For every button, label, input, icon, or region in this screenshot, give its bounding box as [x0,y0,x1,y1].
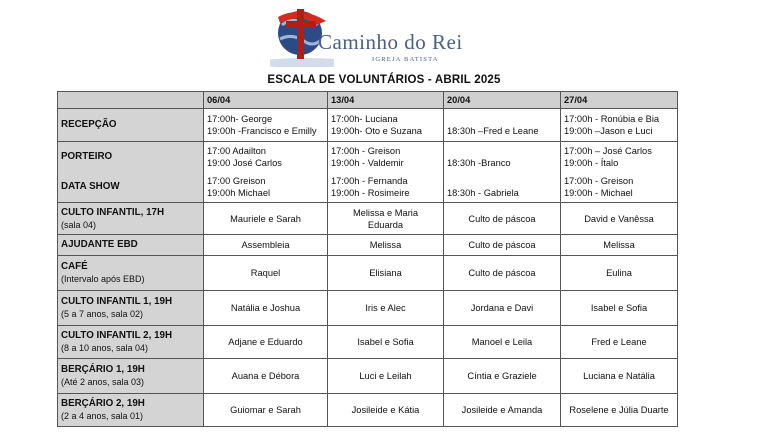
schedule-cell: Auana e Débora [204,359,328,394]
schedule-cell: Eulina [561,256,678,291]
schedule-cell: 17:00h - Ronúbia e Bia 19:00h –Jason e Luci [561,109,678,142]
schedule-cell: 17:00h- Luciana 19:00h- Oto e Suzana [328,109,444,142]
schedule-cell: Raquel [204,256,328,291]
schedule-cell: 18:30h -Branco [444,142,561,173]
schedule-cell: Natália e Joshua [204,291,328,326]
schedule-cell: Manoel e Leila [444,326,561,359]
row-label: BERÇÁRIO 2, 19H (2 a 4 anos, sala 01) [58,394,204,427]
date-header: 13/04 [328,92,444,109]
schedule-cell: Mauriele e Sarah [204,203,328,235]
row-label: CAFÉ (Intervalo após EBD) [58,256,204,291]
row-label: CULTO INFANTIL 1, 19H (5 a 7 anos, sala 02) [58,291,204,326]
row-label: RECEPÇÃO [58,109,204,142]
table-row [58,359,678,394]
schedule-cell: Elisiana [328,256,444,291]
table-row [58,326,678,359]
schedule-cell: David e Vanêssa [561,203,678,235]
schedule-cell: Isabel e Sofia [328,326,444,359]
schedule-cell: Luciana e Natália [561,359,678,394]
schedule-cell: Culto de páscoa [444,256,561,291]
table-row [58,142,678,173]
schedule-cell: 17:00 Adailton 19:00 José Carlos [204,142,328,173]
row-label: CULTO INFANTIL 2, 19H (8 a 10 anos, sala 04) [58,326,204,359]
table-row [58,203,678,235]
table-row [58,109,678,142]
schedule-cell: 17:00h - Greison 19:00h - Michael [561,172,678,203]
logo-subtitle: IGREJA BATISTA [372,56,439,63]
schedule-cell: Melissa e Maria Eduarda [328,203,444,235]
table-row [58,291,678,326]
header-blank-cell [58,92,204,109]
schedule-cell: 17:00h- George 19:00h -Francisco e Emilly [204,109,328,142]
date-header: 27/04 [561,92,678,109]
row-label: BERÇÁRIO 1, 19H (Até 2 anos, sala 03) [58,359,204,394]
schedule-cell: 17:00h – José Carlos 19:00h - Ítalo [561,142,678,173]
schedule-cell: Culto de páscoa [444,235,561,256]
schedule-table [57,91,678,427]
schedule-cell: Melissa [561,235,678,256]
schedule-cell: Roselene e Júlia Duarte [561,394,678,427]
schedule-cell: 18:30h - Gabriela [444,172,561,203]
date-header: 06/04 [204,92,328,109]
schedule-cell: 17:00 Greison 19:00h Michael [204,172,328,203]
date-header: 20/04 [444,92,561,109]
schedule-cell: Culto de páscoa [444,203,561,235]
schedule-cell: Fred e Leane [561,326,678,359]
schedule-cell: Josileide e Amanda [444,394,561,427]
schedule-cell: 17:00h - Greison 19:00h - Valdemir [328,142,444,173]
row-label: DATA SHOW [58,172,204,203]
date-header-row [58,92,678,109]
schedule-cell: Isabel e Sofia [561,291,678,326]
schedule-cell: Melissa [328,235,444,256]
table-row [58,256,678,291]
schedule-cell: 17:00h - Fernanda 19:00h - Rosimeire [328,172,444,203]
schedule-cell: 18:30h –Fred e Leane [444,109,561,142]
header [0,0,768,72]
table-row [58,394,678,427]
row-label: CULTO INFANTIL, 17H (sala 04) [58,203,204,235]
row-label: AJUDANTE EBD [58,235,204,256]
logo-name: Caminho do Rei [318,30,463,54]
table-row [58,172,678,203]
schedule-cell: Assembleia [204,235,328,256]
schedule-cell: Josileide e Kátia [328,394,444,427]
schedule-cell: Jordana e Davi [444,291,561,326]
schedule-cell: Iris e Alec [328,291,444,326]
row-label: PORTEIRO [58,142,204,173]
schedule-cell: Guiomar e Sarah [204,394,328,427]
schedule-cell: Adjane e Eduardo [204,326,328,359]
document-title: ESCALA DE VOLUNTÁRIOS - ABRIL 2025 [267,74,501,86]
schedule-cell: Cíntia e Graziele [444,359,561,394]
table-row [58,235,678,256]
schedule-cell: Luci e Leilah [328,359,444,394]
